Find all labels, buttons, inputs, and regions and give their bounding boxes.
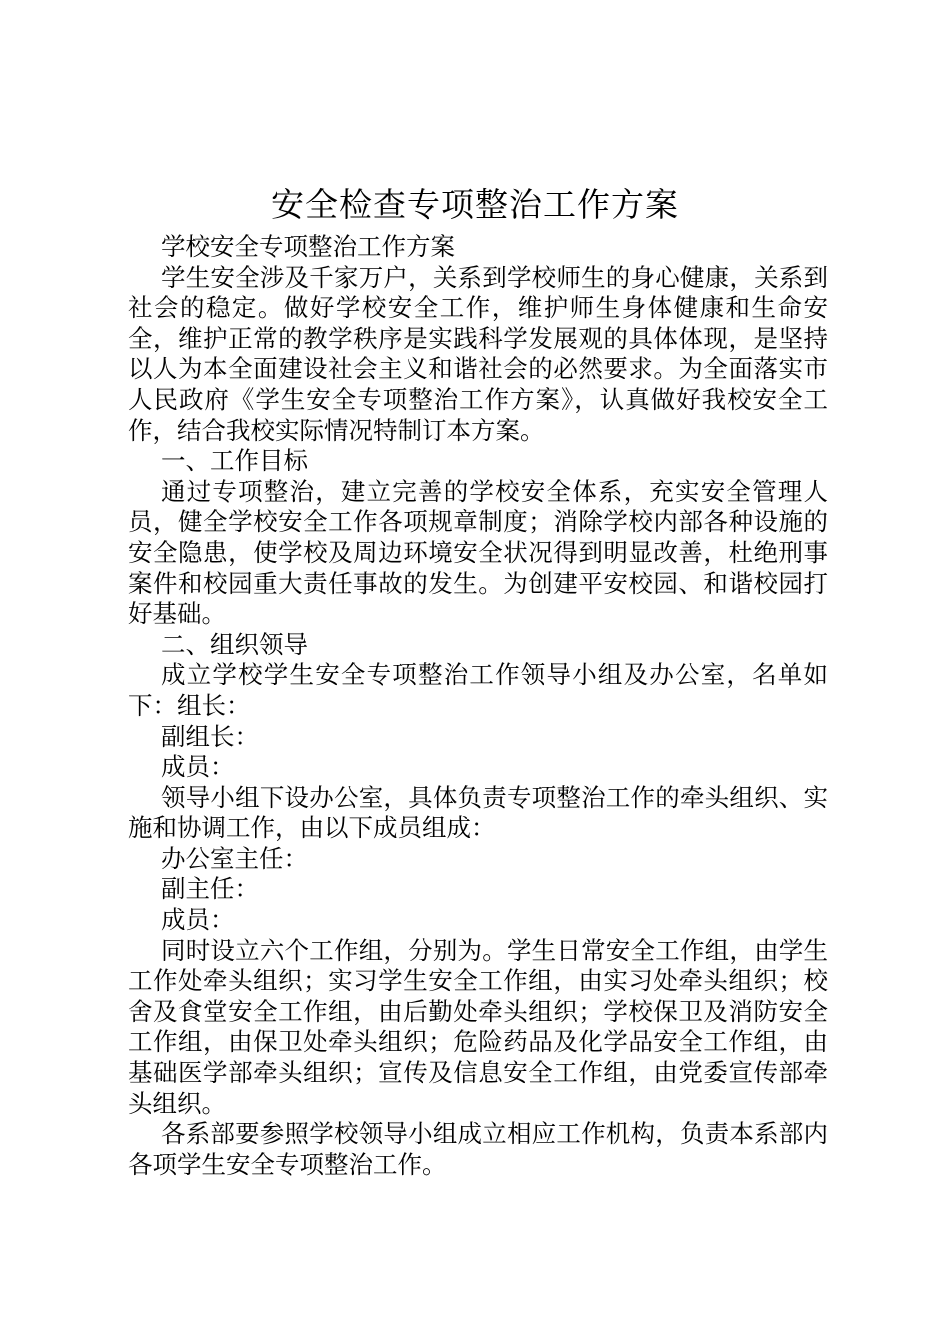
paragraph-office: 领导小组下设办公室，具体负责专项整治工作的牵头组织、实施和协调工作，由以下成员组成： <box>128 782 828 843</box>
paragraph-working-groups: 同时设立六个工作组，分别为。学生日常安全工作组，由学生工作处牵头组织；实习学生安全工作组，由实习处牵头组织；校舍及食堂安全工作组，由后勤处牵头组织；学校保卫及消防安全工作组，由保卫处牵头组织；危险药品及化学品安全工作组，由基础医学部牵头组织；宣传及信息安全工作组，由党委宣传部牵头组织。 <box>128 935 828 1118</box>
paragraph-introduction: 学生安全涉及千家万户，关系到学校师生的身心健康，关系到社会的稳定。做好学校安全工作，维护师生身体健康和生命安全，维护正常的教学秩序是实践科学发展观的具体体现，是坚持以人为本全面建设社会主义和谐社会的必然要求。为全面落实市人民政府《学生安全专项整治工作方案》，认真做好我校安全工作，结合我校实际情况特制订本方案。 <box>128 262 828 445</box>
section-heading-work-goals: 一、工作目标 <box>161 446 308 476</box>
paragraph-departments: 各系部要参照学校领导小组成立相应工作机构，负责本系部内各项学生安全专项整治工作。 <box>128 1119 828 1179</box>
document-title: 安全检查专项整治工作方案 <box>271 185 679 224</box>
paragraph-work-goals: 通过专项整治，建立完善的学校安全体系，充实安全管理人员，健全学校安全工作各项规章制度；消除学校内部各种设施的安全隐患，使学校及周边环境安全状况得到明显改善，杜绝刑事案件和校园重大责任事故的发生。为创建平安校园、和谐校园打好基础。 <box>128 476 828 629</box>
section-heading-organization: 二、组织领导 <box>161 629 308 659</box>
paragraph-deputy-director: 副主任： <box>161 874 259 904</box>
paragraph-office-members: 成员： <box>161 905 235 935</box>
paragraph-deputy-leader: 副组长： <box>161 721 259 751</box>
paragraph-leading-group: 成立学校学生安全专项整治工作领导小组及办公室，名单如下：组长： <box>128 660 828 720</box>
document-body <box>128 232 828 1180</box>
paragraph-subtitle: 学校安全专项整治工作方案 <box>161 232 455 261</box>
paragraph-office-director: 办公室主任： <box>161 843 308 873</box>
paragraph-members: 成员： <box>161 752 235 782</box>
